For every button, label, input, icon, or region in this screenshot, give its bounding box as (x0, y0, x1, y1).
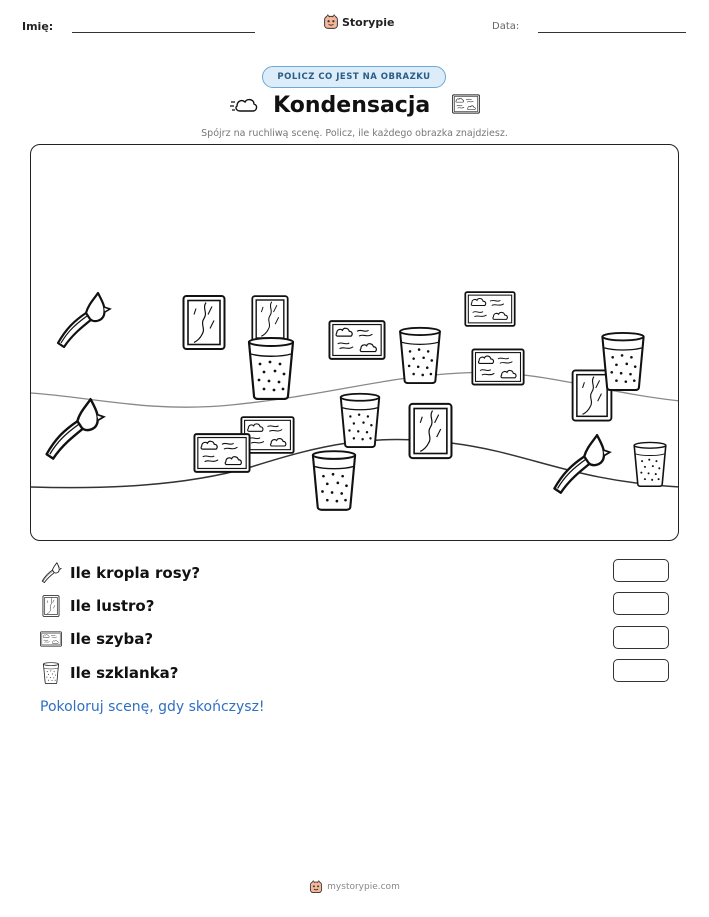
window-pane-icon (328, 319, 386, 361)
counting-scene (30, 144, 679, 541)
dew-drop-icon (51, 291, 113, 351)
name-label: Imię: (22, 20, 54, 33)
mirror-icon (182, 294, 226, 351)
glass-icon (599, 331, 647, 391)
question-glass (40, 662, 179, 684)
question-dew-drop (40, 562, 200, 584)
glass-icon (397, 326, 443, 384)
mirror-icon (40, 595, 62, 617)
question-text: Ile lustro? (70, 597, 155, 615)
date-line[interactable] (538, 32, 686, 33)
question-text: Ile szklanka? (70, 664, 179, 682)
question-text: Ile szyba? (70, 630, 154, 648)
answer-box-window-pane[interactable] (613, 626, 669, 649)
coloring-instruction: Pokoloruj scenę, gdy skończysz! (40, 699, 265, 715)
glass-icon (338, 392, 382, 448)
dew-drop-icon (40, 562, 62, 584)
footer (0, 880, 709, 894)
name-line[interactable] (72, 32, 255, 33)
window-pane-icon (464, 290, 516, 328)
answer-box-glass[interactable] (613, 659, 669, 682)
glass-icon (632, 441, 668, 487)
glass-icon (40, 662, 62, 684)
dew-drop-icon (547, 433, 613, 497)
question-text: Ile kropla rosy? (70, 564, 201, 582)
title-text: Kondensacja (273, 93, 431, 118)
window-pane-icon (452, 93, 480, 115)
page-title (0, 92, 709, 118)
window-pane-icon (40, 630, 62, 648)
answer-box-mirror[interactable] (613, 592, 669, 615)
question-window-pane (40, 628, 153, 650)
footer-url[interactable]: mystorypie.com (327, 882, 400, 892)
activity-badge: POLICZ CO JEST NA OBRAZKU (262, 66, 446, 88)
storypie-logo-icon (323, 14, 339, 30)
date-label: Data: (492, 21, 520, 32)
mirror-icon (408, 402, 453, 460)
storypie-logo (323, 14, 394, 30)
window-pane-icon (193, 430, 251, 476)
dew-drop-icon (39, 397, 107, 463)
question-mirror (40, 595, 154, 617)
steam-cloud-icon (229, 92, 259, 116)
logo-text: Storypie (342, 15, 395, 29)
page-subtitle: Spójrz na ruchliwą scenę. Policz, ile każdego obrazka znajdziesz. (201, 128, 508, 139)
glass-icon (246, 336, 296, 400)
storypie-logo-icon (309, 880, 323, 894)
window-pane-icon (471, 346, 525, 388)
answer-box-dew-drop[interactable] (613, 559, 669, 582)
glass-icon (310, 449, 358, 511)
